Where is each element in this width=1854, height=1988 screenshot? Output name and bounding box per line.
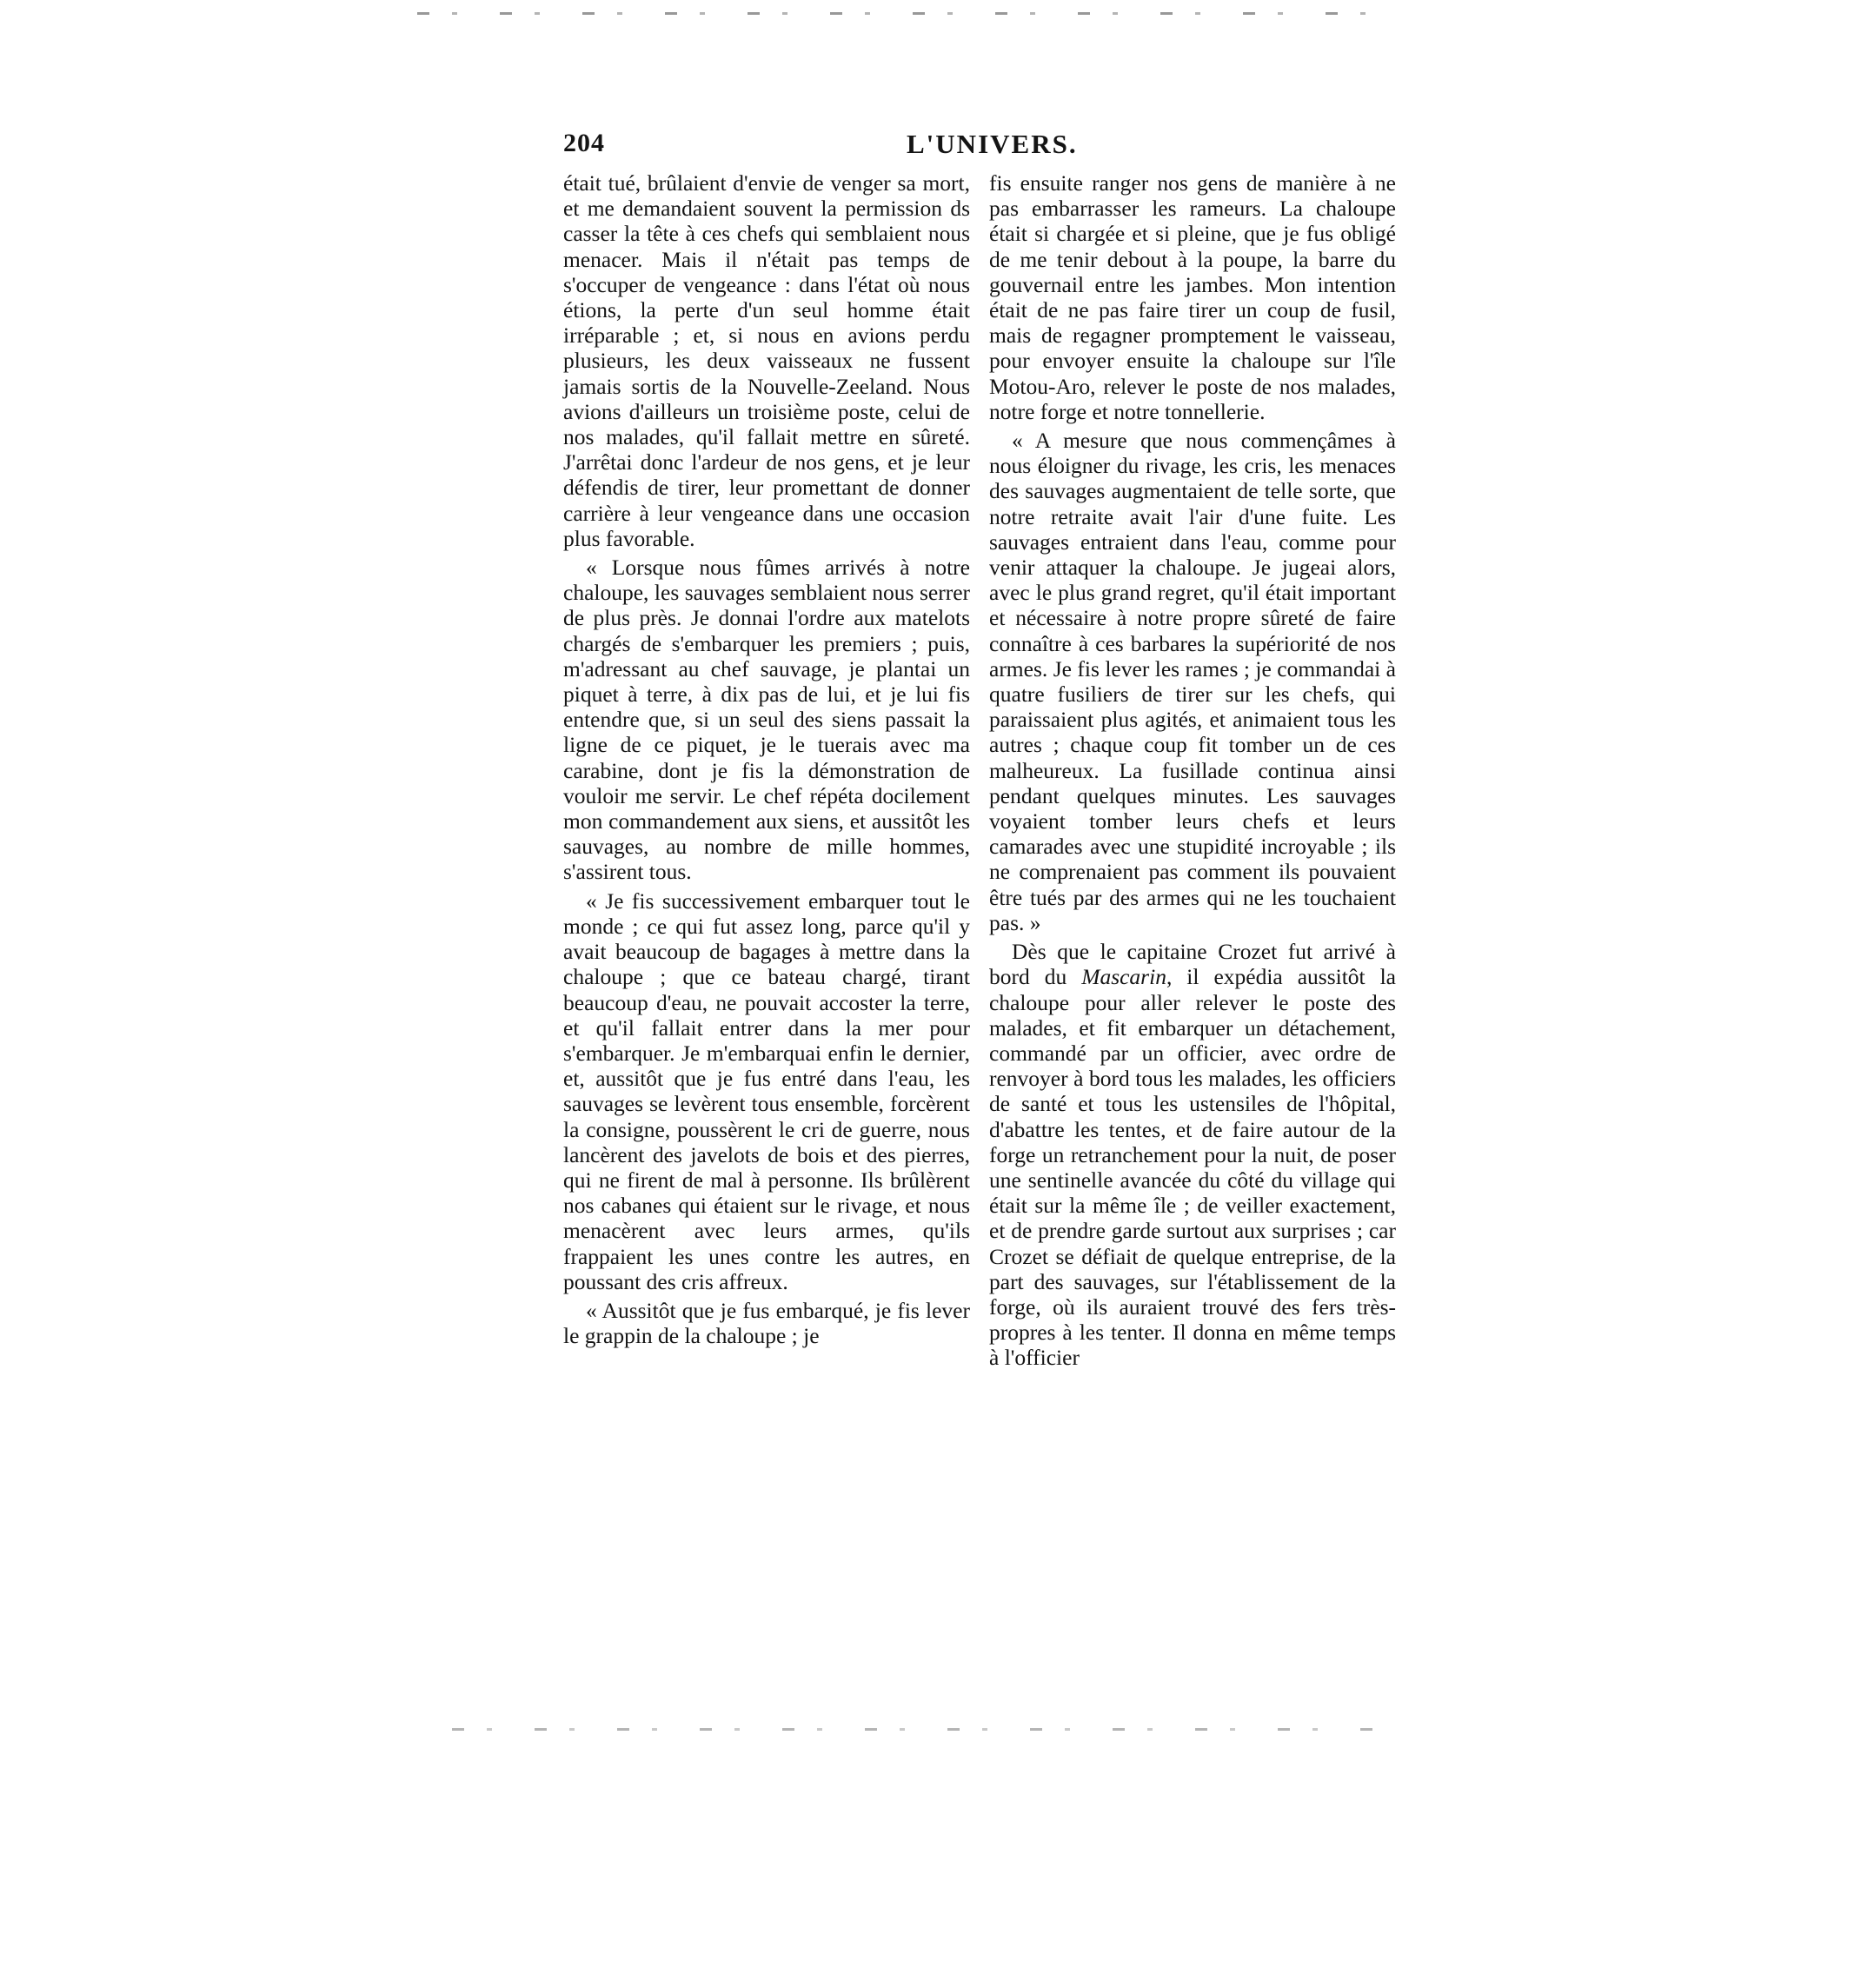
running-title: L'UNIVERS. bbox=[907, 129, 1078, 159]
page-number: 204 bbox=[563, 129, 605, 157]
paragraph: « A mesure que nous commençâmes à nous éloigner du rivage, les cris, les menaces des sauvages augmentaient de telle sorte, que notre retraite avait l'air d'une fuite. Les sauvages entraient dans l'eau, comme pour venir attaquer la chaloupe. Je jugeai alors, avec le plus grand regret, qu'il était important et nécessaire à notre propre sûreté de faire connaître à ces barbares la supériorité de nos armes. Je fis lever les rames ; je commandai à quatre fusiliers de tirer sur les chefs, qui paraissaient plus agités, et animaient tous les autres ; chaque coup fit tomber un de ces malheureux. La fusillade continua ainsi pendant quelques minutes. Les sauvages voyaient tomber leurs chefs et leurs camarades avec une stupidité incroyable ; ils ne comprenaient pas comment ils pouvaient être tués par des armes qui ne les touchaient pas. » bbox=[989, 428, 1396, 935]
left-column bbox=[563, 170, 970, 1348]
scan-edge-noise-top bbox=[417, 12, 1373, 15]
paragraph: était tué, brûlaient d'envie de venger sa mort, et me demandaient souvent la permission ds casser la tête à ces chefs qui semblaient nous menacer. Mais il n'était pas temps de s'occuper de vengeance : dans l'état où nous étions, la perte d'un seul homme était irréparable ; et, si nous en avions perdu plusieurs, les deux vaisseaux ne fussent jamais sortis de la Nouvelle-Zeeland. Nous avions d'ailleurs un troisième poste, celui de nos malades, qu'il fallait mettre en sûreté. J'arrêtai donc l'ardeur de nos gens, et je leur défendis de tirer, leur promettant de donner carrière à leur vengeance dans une occasion plus favorable. bbox=[563, 170, 970, 551]
page-header bbox=[563, 129, 1396, 169]
paragraph-text: Dès que le capitaine Crozet fut arrivé à bord du bbox=[989, 939, 1396, 990]
paragraph: « Lorsque nous fûmes arrivés à notre chaloupe, les sauvages semblaient nous serrer de plus près. Je donnai l'ordre aux matelots chargés de s'embarquer les premiers ; puis, m'adressant au chef sauvage, je plantai un piquet à terre, à dix pas de lui, et je lui fis entendre que, si un seul des siens passait la ligne de ce piquet, je le tuerais avec ma carabine, dont je fis la démonstration de vouloir me servir. Le chef répéta docilement mon commandement aux siens, et aussitôt les sauvages, au nombre de mille hommes, s'assirent tous. bbox=[563, 555, 970, 885]
right-column bbox=[989, 170, 1396, 1371]
paragraph bbox=[989, 939, 1396, 1370]
paragraph: « Je fis successivement embarquer tout le monde ; ce qui fut assez long, parce qu'il y avait beaucoup de bagages à mettre dans la chaloupe ; que ce bateau chargé, tirant beaucoup d'eau, ne pouvait accoster la terre, et qu'il fallait entrer dans la mer pour s'embarquer. Je m'embarquai enfin le dernier, et, aussitôt que je fus entré dans l'eau, les sauvages se levèrent tous ensemble, forcèrent la consigne, poussèrent le cri de guerre, nous lancèrent des javelots de bois et des pierres, qui ne firent de mal à personne. Ils brûlèrent nos cabanes qui étaient sur le rivage, et nous menacèrent avec leurs armes, qu'ils frappaient les unes contre les autres, en poussant des cris affreux. bbox=[563, 888, 970, 1294]
paragraph: « Aussitôt que je fus embarqué, je fis lever le grappin de la chaloupe ; je bbox=[563, 1297, 970, 1349]
scan-edge-noise-bottom bbox=[452, 1728, 1373, 1731]
ship-name: Mascarin bbox=[1081, 964, 1166, 990]
paragraph-text: , il expédia aussitôt la chaloupe pour aller relever le poste des malades, et fit embarquer un détachement, commandé par un officier, avec ordre de renvoyer à bord tous les malades, les officiers de santé et tous les ustensiles de l'hôpital, d'abattre les tentes, et de faire autour de la forge un retranchement pour la nuit, de poser une sentinelle avancée du côté du village qui était sur la même île ; de veiller exactement, et de prendre garde surtout aux surprises ; car Crozet se défiait de quelque entreprise, de la part des sauvages, sur l'établissement de la forge, où ils auraient trouvé des fers très-propres à les tenter. Il donna en même temps à l'officier bbox=[989, 964, 1397, 1371]
paragraph: fis ensuite ranger nos gens de manière à ne pas embarrasser les rameurs. La chaloupe était si chargée et si pleine, que je fus obligé de me tenir debout à la poupe, la barre du gouvernail entre les jambes. Mon intention était de ne pas faire tirer un coup de fusil, mais de regagner promptement le vaisseau, pour envoyer ensuite la chaloupe sur l'île Motou-Aro, relever le poste de nos malades, notre forge et notre tonnellerie. bbox=[989, 170, 1396, 424]
